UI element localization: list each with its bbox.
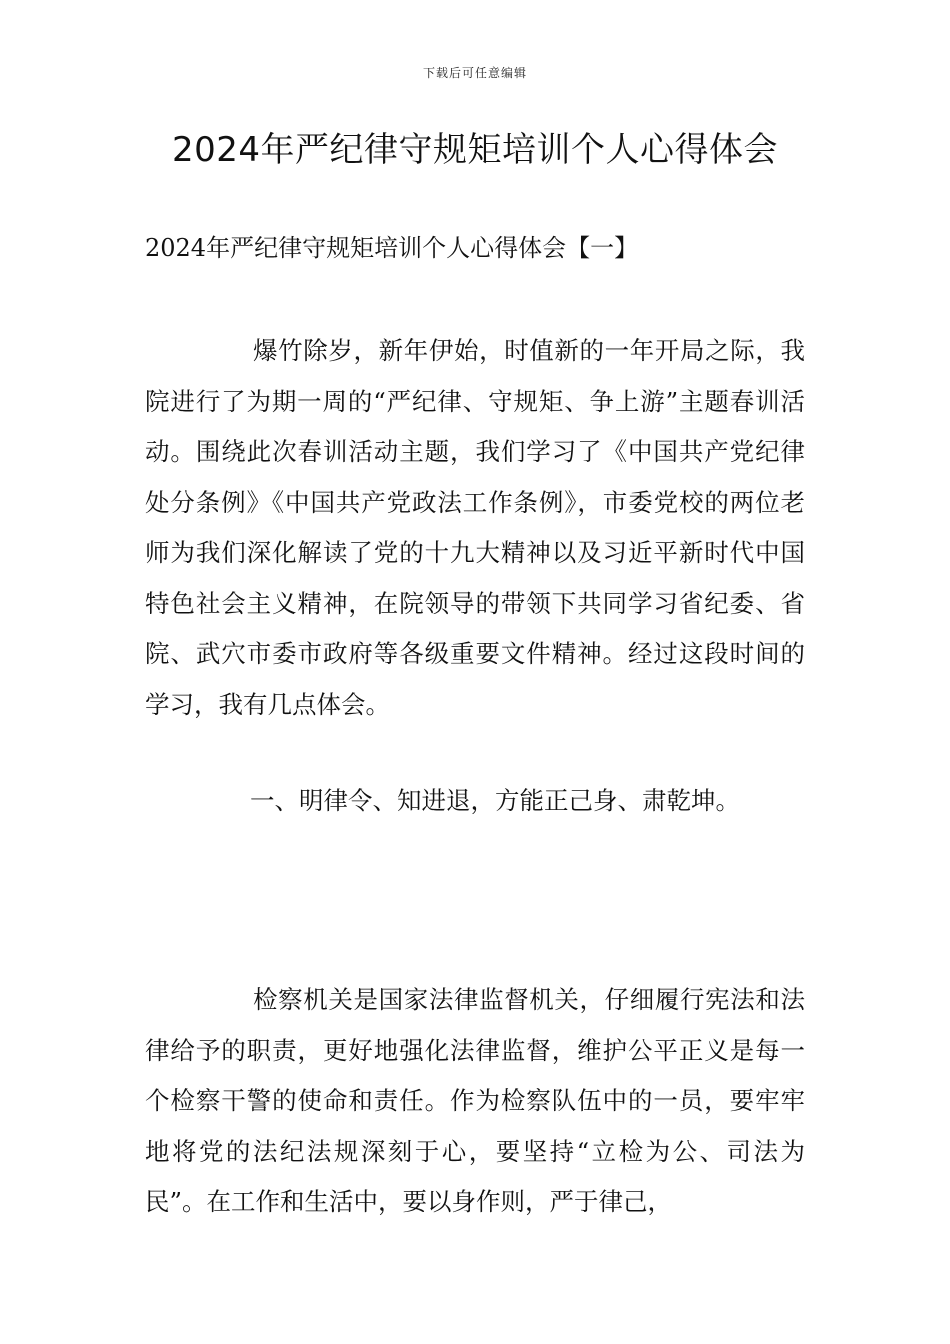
body-paragraph: 爆竹除岁，新年伊始，时值新的一年开局之际，我院进行了为期一周的“严纪律、守规矩、争上游”主题春训活动。围绕此次春训活动主题，我们学习了《中国共产党纪律处分条例》《中国共产党政法工作条例》，市委党校的两位老师为我们深化解读了党的十九大精神以及习近平新时代中国特色社会主义精神，在院领导的带领下共同学习省纪委、省院、武穴市委市政府等各级重要文件精神。经过这段时间的学习，我有几点体会。 [145,336,805,719]
document-title: 2024年严纪律守规矩培训个人心得体会 [171,130,779,170]
header-note: 下载后可任意编辑 [422,66,527,80]
point-heading: 一、明律令、知进退，方能正己身、肃乾坤。 [250,786,740,815]
body-paragraph: 检察机关是国家法律监督机关，仔细履行宪法和法律给予的职责，更好地强化法律监督，维护公平正义是每一个检察干警的使命和责任。作为检察队伍中的一员，要牢牢地将党的法纪法规深刻于心，要坚持“立检为公、司法为民”。在工作和生活中，要以身作则，严于律己， [145,985,805,1216]
section-heading: 2024年严纪律守规矩培训个人心得体会【一】 [145,234,639,262]
